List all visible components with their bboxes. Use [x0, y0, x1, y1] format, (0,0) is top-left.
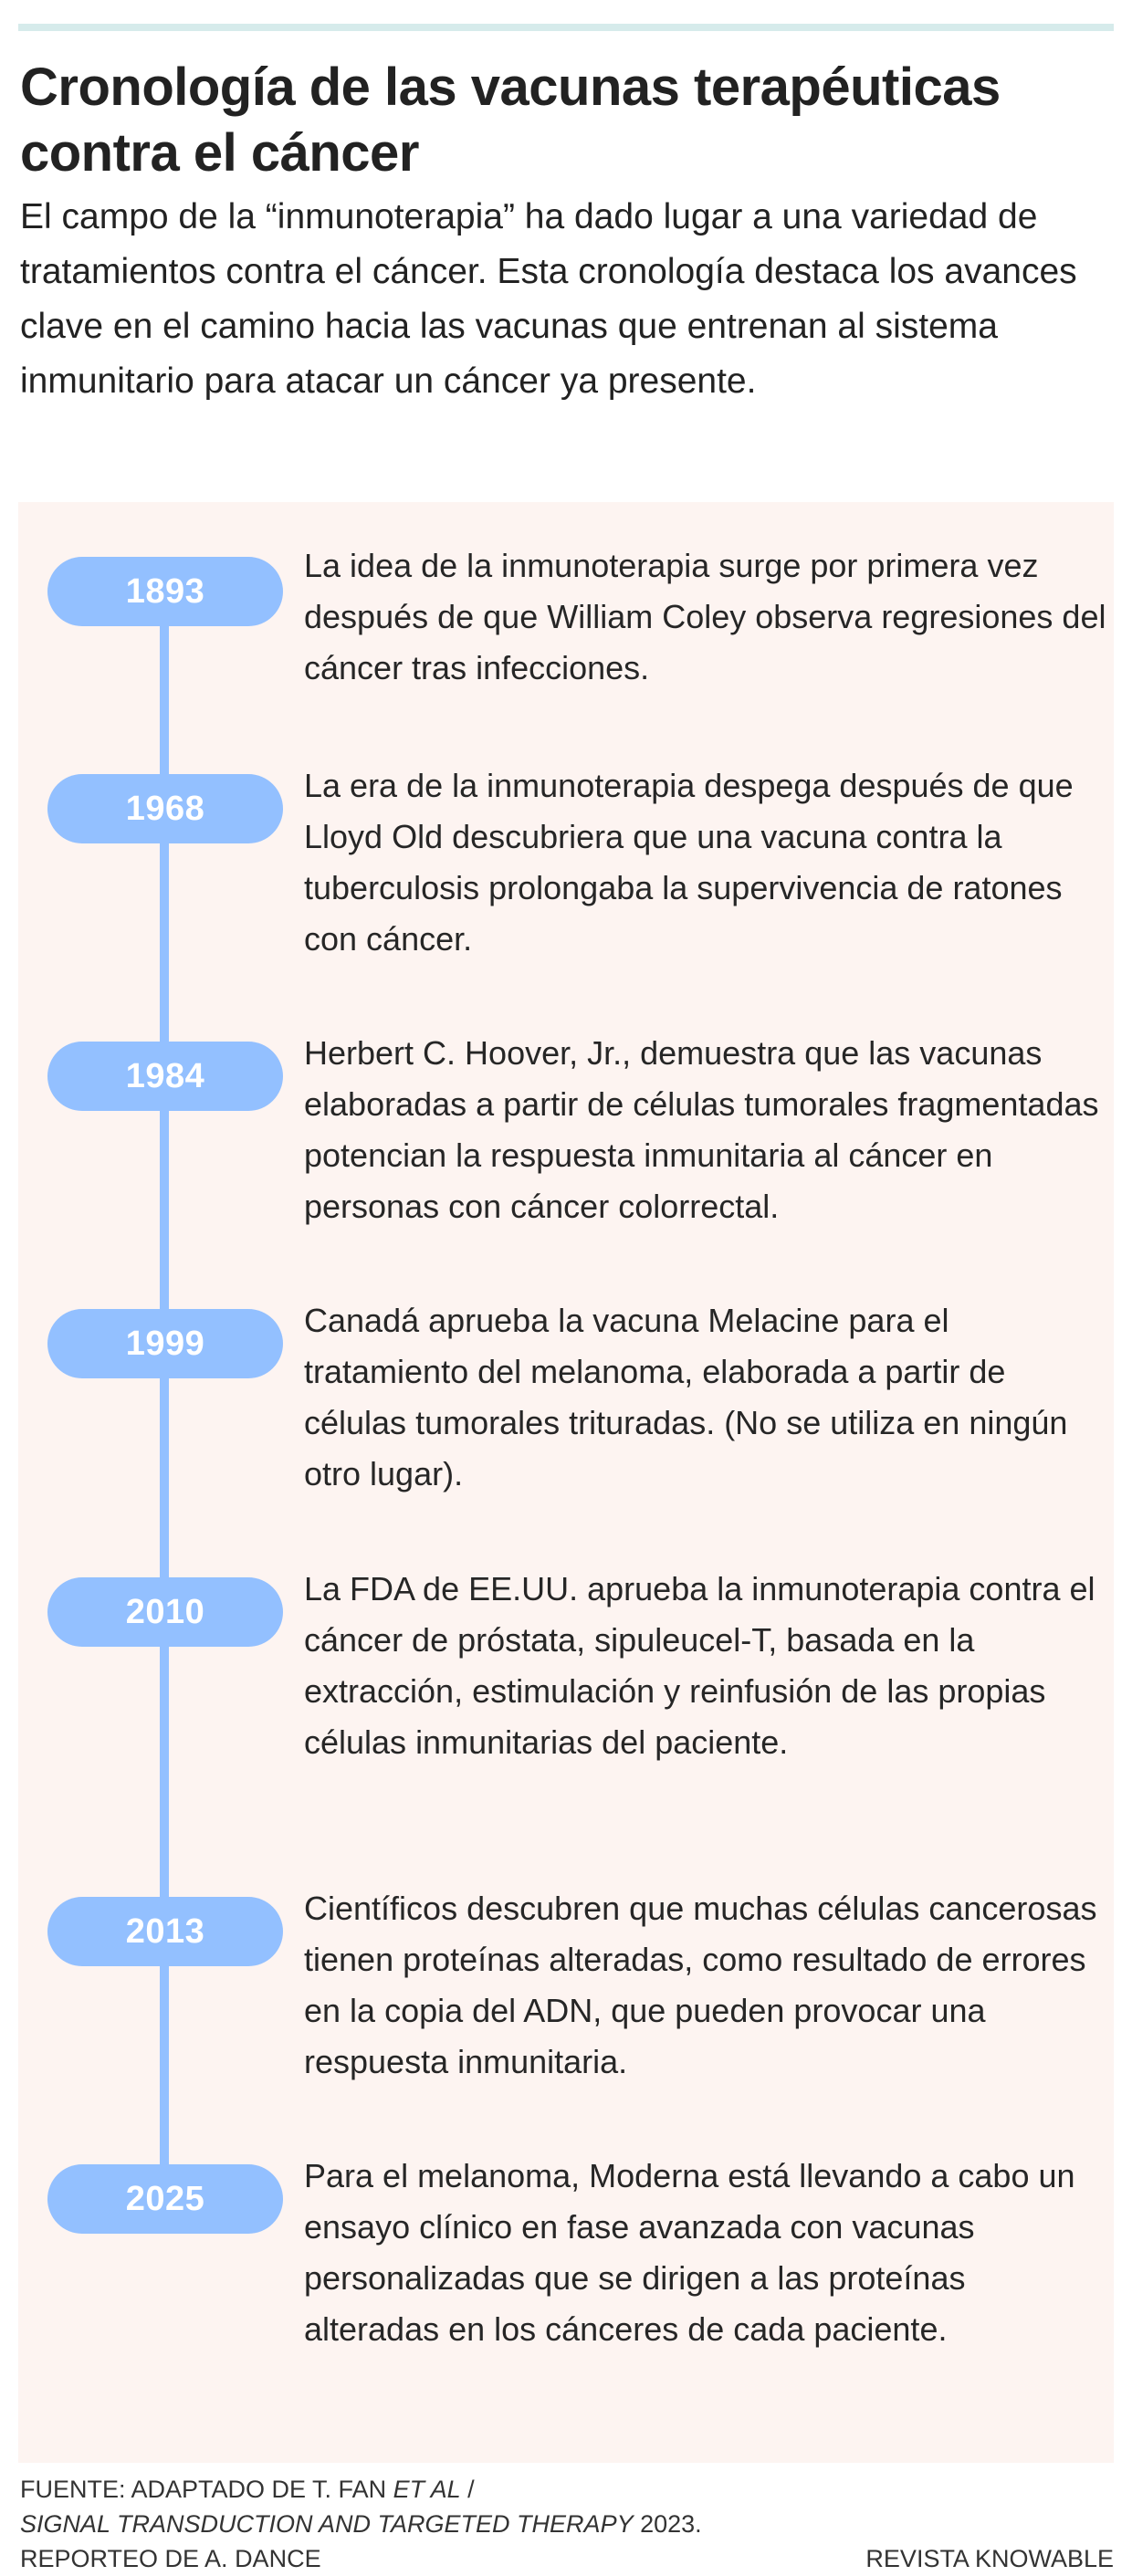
- journal-year: 2023.: [633, 2510, 702, 2538]
- timeline-entry-1968: La era de la inmunoterapia despega después de que Lloyd Old descubriera que una vacuna contra la tuberculosis prolongaba la supervivencia de ratones con cáncer.: [304, 767, 1074, 958]
- top-rule: [18, 24, 1114, 31]
- timeline-entry-2013: Científicos descubren que muchas células cancerosas tienen proteínas alteradas, como resultado de errores en la copia del ADN, que pueden provocar una respuesta inmunitaria.: [304, 1890, 1097, 2080]
- reporting-line: REPORTEO DE A. DANCE: [20, 2545, 321, 2572]
- page-title: Cronología de las vacunas terapéuticas contra el cáncer: [20, 58, 1001, 183]
- source-line: [20, 2472, 1106, 2507]
- journal-name: SIGNAL TRANSDUCTION AND TARGETED THERAPY: [20, 2510, 634, 2538]
- timeline-entry-2025: Para el melanoma, Moderna está llevando a cabo un ensayo clínico en fase avanzada con vacunas personalizadas que se dirigen a las proteínas alteradas en los cánceres de cada paciente.: [304, 2157, 1075, 2348]
- intro-paragraph: El campo de la “inmunoterapia” ha dado lugar a una variedad de tratamientos contra el cáncer. Esta cronología destaca los avances clave en el camino hacia las vacunas que entrenan al sistema inmunitario para atacar un cáncer ya presente.: [20, 197, 1077, 401]
- year-pill-1999: 1999: [47, 1309, 283, 1378]
- source-prefix: FUENTE: ADAPTADO DE T. FAN: [20, 2476, 393, 2503]
- year-pill-1893: 1893: [47, 557, 283, 626]
- source-et-al: ET AL: [393, 2476, 461, 2503]
- year-pill-2025: 2025: [47, 2164, 283, 2234]
- year-pill-2010: 2010: [47, 1577, 283, 1647]
- year-pill-2013: 2013: [47, 1897, 283, 1966]
- timeline-entry-1984: Herbert C. Hoover, Jr., demuestra que las vacunas elaboradas a partir de células tumorales fragmentadas potencian la respuesta inmunitaria al cáncer en personas con cáncer colorrectal.: [304, 1034, 1099, 1225]
- publication-credit: REVISTA KNOWABLE: [865, 2545, 1114, 2572]
- year-pill-1968: 1968: [47, 774, 283, 843]
- timeline-entry-1999: Canadá aprueba la vacuna Melacine para el tratamiento del melanoma, elaborada a partir de células tumorales trituradas. (No se utiliza en ningún otro lugar).: [304, 1302, 1068, 1492]
- year-pill-1984: 1984: [47, 1042, 283, 1111]
- journal-line: [20, 2507, 1106, 2541]
- timeline-entry-1893: La idea de la inmunoterapia surge por primera vez después de que William Coley observa regresiones del cáncer tras infecciones.: [304, 547, 1106, 686]
- source-slash: /: [460, 2476, 475, 2503]
- timeline-entry-2010: La FDA de EE.UU. aprueba la inmunoterapia contra el cáncer de próstata, sipuleucel-T, basada en la extracción, estimulación y reinfusión de las propias células inmunitarias del paciente.: [304, 1570, 1095, 1761]
